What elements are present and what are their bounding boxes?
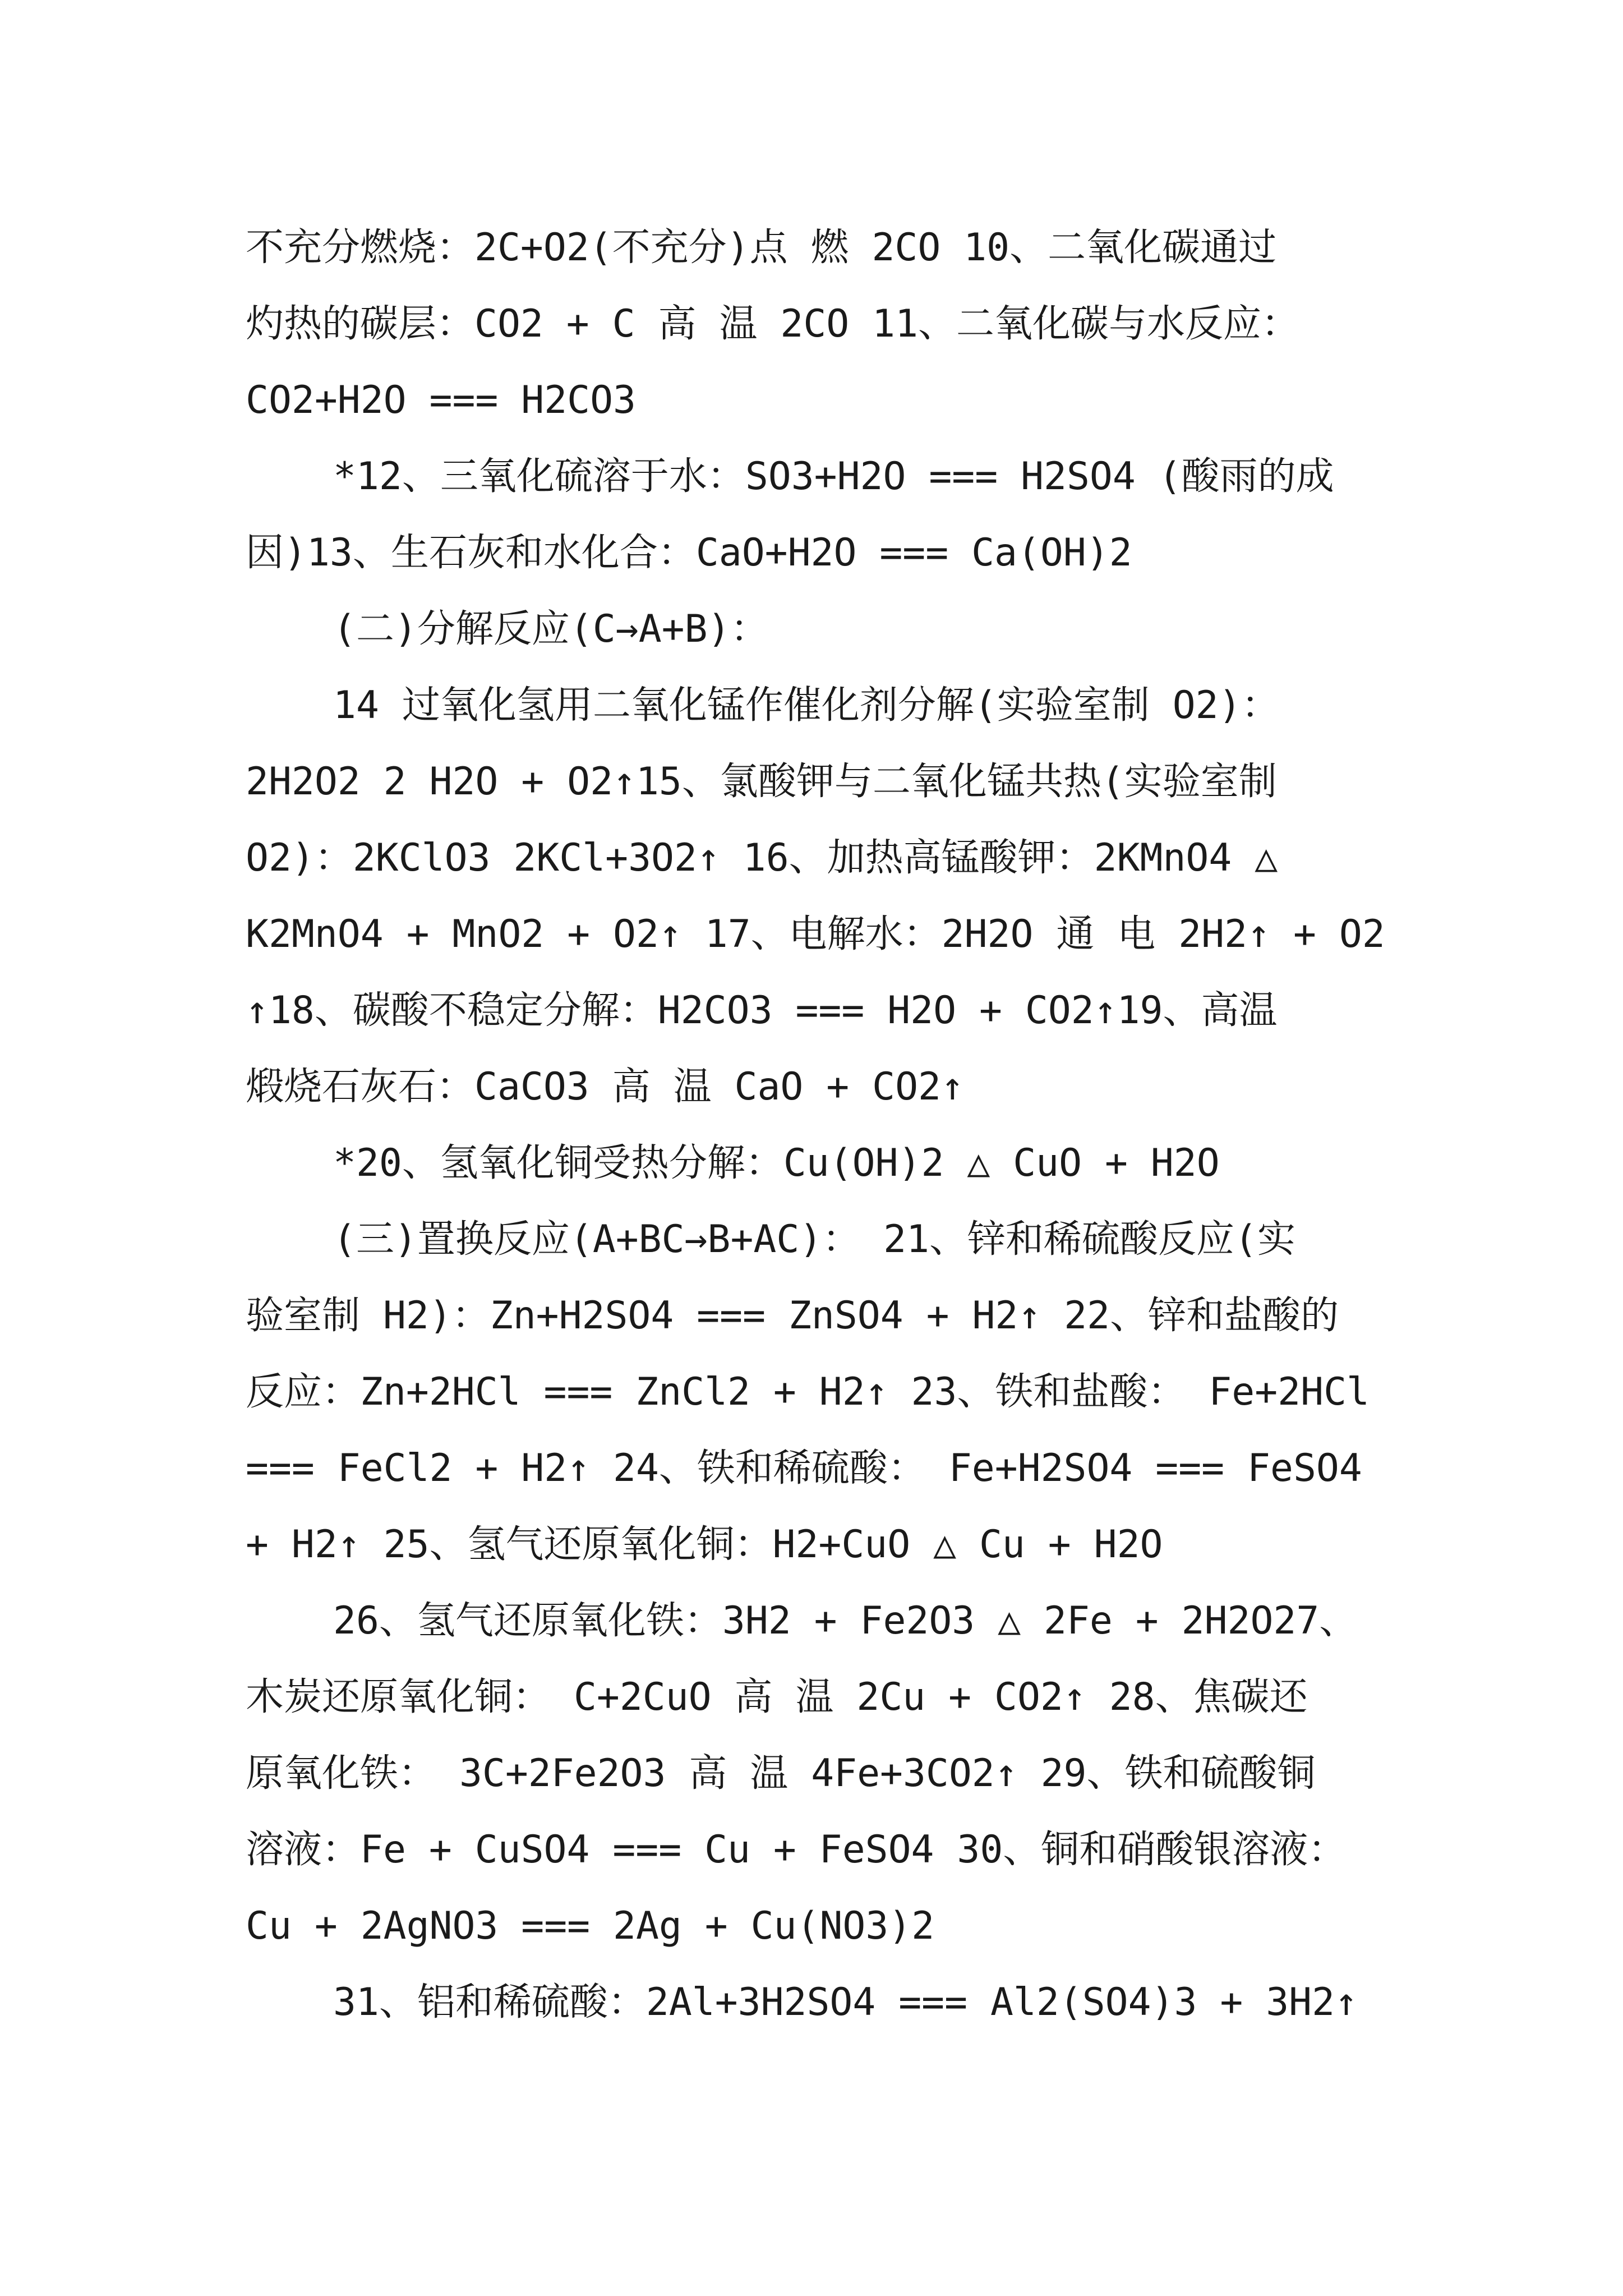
- text-line-5: 因)13、生石灰和水化合：CaO+H2O === Ca(OH)2: [246, 531, 1132, 575]
- text-line-20: 木炭还原氧化铜： C+2CuO 高 温 2Cu + CO2↑ 28、焦碳还: [246, 1675, 1308, 1719]
- text-line-16: 反应：Zn+2HCl === ZnCl2 + H2↑ 23、铁和盐酸： Fe+2HCl: [246, 1370, 1370, 1414]
- text-line-2: 灼热的碳层：CO2 + C 高 温 2CO 11、二氧化碳与水反应：: [246, 302, 1300, 346]
- text-line-7: 14 过氧化氢用二氧化锰作催化剂分解(实验室制 O2)：: [333, 683, 1280, 728]
- text-line-14: (三)置换反应(A+BC→B+AC)： 21、锌和稀硫酸反应(实: [333, 1217, 1295, 1262]
- text-line-1: 不充分燃烧：2C+O2(不充分)点 燃 2CO 10、二氧化碳通过: [246, 226, 1277, 270]
- text-line-24: 31、铝和稀硫酸：2Al+3H2SO4 === Al2(SO4)3 + 3H2↑: [333, 1980, 1358, 2024]
- text-line-10: K2MnO4 + MnO2 + O2↑ 17、电解水：2H2O 通 电 2H2↑ + O2: [246, 912, 1385, 956]
- text-line-15: 验室制 H2)：Zn+H2SO4 === ZnSO4 + H2↑ 22、锌和盐酸的: [246, 1294, 1339, 1338]
- text-line-19: 26、氢气还原氧化铁：3H2 + Fe2O3 △ 2Fe + 2H2O27、: [333, 1599, 1358, 1643]
- text-line-4: *12、三氧化硫溶于水：SO3+H2O === H2SO4 (酸雨的成: [333, 454, 1334, 499]
- text-line-18: + H2↑ 25、氢气还原氧化铜：H2+CuO △ Cu + H2O: [246, 1522, 1163, 1567]
- text-line-8: 2H2O2 2 H2O + O2↑15、氯酸钾与二氧化锰共热(实验室制: [246, 760, 1277, 804]
- text-line-21: 原氧化铁： 3C+2Fe2O3 高 温 4Fe+3CO2↑ 29、铁和硫酸铜: [246, 1751, 1316, 1796]
- text-line-12: 煅烧石灰石：CaCO3 高 温 CaO + CO2↑: [246, 1065, 964, 1109]
- text-line-11: ↑18、碳酸不稳定分解：H2CO3 === H2O + CO2↑19、高温: [246, 988, 1278, 1033]
- text-line-13: *20、氢氧化铜受热分解：Cu(OH)2 △ CuO + H2O: [333, 1141, 1220, 1185]
- text-line-17: === FeCl2 + H2↑ 24、铁和稀硫酸： Fe+H2SO4 === FeSO4: [246, 1446, 1362, 1490]
- text-line-6: (二)分解反应(C→A+B)：: [333, 607, 769, 651]
- text-line-22: 溶液：Fe + CuSO4 === Cu + FeSO4 30、铜和硝酸银溶液：: [246, 1828, 1347, 1872]
- text-line-9: O2)：2KClO3 2KCl+3O2↑ 16、加热高锰酸钾：2KMnO4 △: [246, 836, 1278, 880]
- text-line-23: Cu + 2AgNO3 === 2Ag + Cu(NO3)2: [246, 1904, 935, 1948]
- text-line-3: CO2+H2O === H2CO3: [246, 378, 636, 422]
